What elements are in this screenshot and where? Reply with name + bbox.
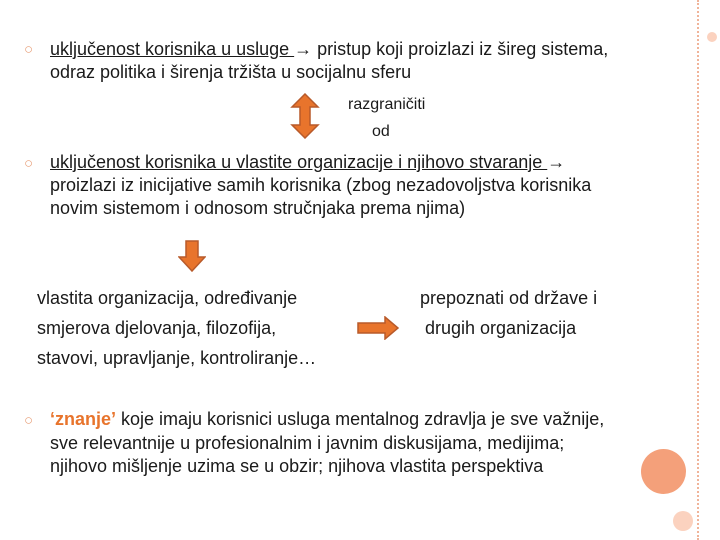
bullet3-text: koje imaju korisnici usluga mentalnog zdravlja je sve važnije, <box>116 409 605 429</box>
frame-border-right <box>697 0 699 540</box>
left-block-line3: stavovi, upravljanje, kontroliranje… <box>37 348 317 368</box>
separator-text-line1: razgraničiti <box>348 96 426 113</box>
bullet3-line2: sve relevantnije u profesionalnim i javnim diskusijama, medijima; <box>50 433 565 453</box>
bullet-icon: ○ <box>24 41 34 58</box>
bullet1-underlined-text: uključenost korisnika u usluge <box>50 39 295 59</box>
down-arrow-icon <box>178 240 206 272</box>
left-block-line1: vlastita organizacija, određivanje <box>37 288 298 308</box>
bullet-icon: ○ <box>24 155 34 172</box>
bullet2-line2: proizlazi iz inicijative samih korisnika (zbog nezadovoljstva korisnika <box>50 175 592 195</box>
bullet2-line3: novim sistemom i odnosom stručnjaka prema njima) <box>50 198 466 218</box>
bullet2-underlined-text: uključenost korisnika u vlastite organizacije i njihovo stvaranje <box>50 152 548 172</box>
decorative-circle-medium <box>673 511 693 531</box>
right-arrow-icon: → <box>547 152 566 172</box>
bullet-icon: ○ <box>24 412 34 429</box>
double-vertical-arrow-icon <box>290 93 320 139</box>
bullet1-text: pristup koji proizlazi iz šireg sistema, <box>312 39 609 59</box>
bullet1-line1 <box>50 38 608 61</box>
left-block-line2: smjerova djelovanja, filozofija, <box>37 318 277 338</box>
right-arrow-icon <box>357 316 399 340</box>
bullet1-line2: odraz politika i širenja tržišta u socijalnu sferu <box>50 62 412 82</box>
separator-text-line2: od <box>372 123 390 140</box>
decorative-circle-large <box>641 449 686 494</box>
right-arrow-icon: → <box>294 39 313 59</box>
bullet3-line1 <box>50 408 604 431</box>
bullet2-line1 <box>50 151 565 174</box>
bullet3-bold-text: ‘znanje’ <box>50 409 117 429</box>
right-block-line2: drugih organizacija <box>425 318 577 338</box>
right-block-line1: prepoznati od države i <box>420 288 598 308</box>
bullet3-line3: njihovo mišljenje uzima se u obzir; njihova vlastita perspektiva <box>50 456 544 476</box>
decorative-circle-small <box>707 32 717 42</box>
